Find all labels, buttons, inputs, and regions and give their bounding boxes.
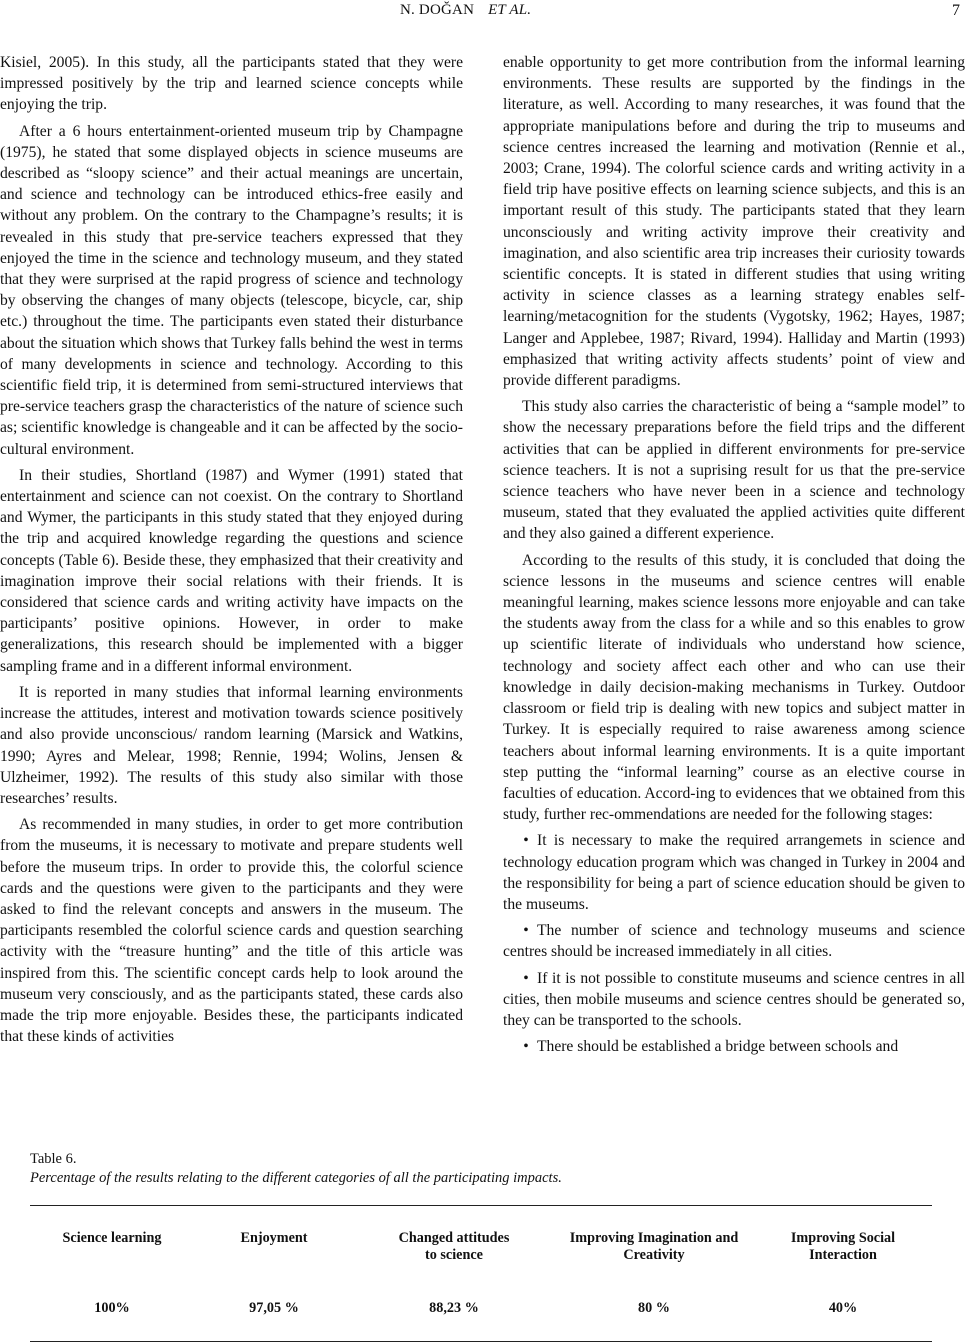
running-head-et-al: ET AL. <box>488 2 532 18</box>
bullet-text: If it is not possible to constitute museums and science centres in all cities, then mobile museums and science centres should be generated so, they can be transported to the schools. <box>503 969 965 1029</box>
running-head-authors: N. DOĞAN <box>400 2 475 18</box>
paragraph: According to the results of this study, it is concluded that doing the science lessons in the museums and science centres will enable meaningful learning, makes science lessons more enjoyable and can take the students away from the class for a while and so this enables to grow up scientific literate of individuals who understand how science, technology and society affect each other and who can use their knowledge in daily decision-making mechanisms in Turkey. Outdoor classroom or field trip is dealing with new topics and subject matter in Turkey. It is especially required to raise awareness among science teachers about informal learning environments. It is a quite important step putting the “informal learning” course as an elective course in faculties of education. Accord-ing to evidences that we obtained from this study, further rec-ommendations are needed for the following stages: <box>503 551 965 824</box>
bullet-icon: • <box>523 969 529 987</box>
table-cell: 40% <box>828 1300 858 1316</box>
table-cell: 80 % <box>638 1300 670 1316</box>
table-label: Table 6. <box>30 1151 77 1167</box>
paragraph: enable opportunity to get more contribution from the informal learning environments. These results are supported by the findings in the literature, as well. According to many researches, it was found that the appropriate manipulations before and during the trip to museums and science centres increased the learning and motivation (Rennie et al., 2003; Crane, 1994). The colorful science cards and writing activity in a field trip have positive effects on learning science subjects, and this is an important result of this study. The participants stated that they learn unconsciously and writing activity improve their creativity and imagination, and also scientific area trip increases their curiosity towards scientific concepts. It is stated in different studies that using writing activity in science classes as a learning strategy enables self-learning/metacognition for the students (Vygotsky, 1962; Hayes, 1987; Langer and Applebee, 1987; Rivard, 1994). Halliday and Martin (1993) emphasized that writing activity affects students’ point of view and provide different paradigms. <box>503 54 965 390</box>
running-head <box>400 2 531 19</box>
table-cell: 88,23 % <box>429 1300 479 1316</box>
bullet-item <box>503 920 965 962</box>
bullet-text: The number of science and technology museums and science centres should be increased immediately in all cities. <box>503 922 965 961</box>
column-header: Science learning <box>62 1230 162 1246</box>
table-cell: 100% <box>94 1300 130 1316</box>
bullet-text: It is necessary to make the required arrangemets in science and technology education program which was changed in Turkey in 2004 and the responsibility for being a part of science education should be given to the museums. <box>503 832 965 913</box>
paragraph: After a 6 hours entertainment-oriented museum trip by Champagne (1975), he stated that some displayed objects in science museums are described as “sloopy science” and their actual meanings are uncertain, and science and technology can be introduced ethics-free easily and without any problem. On the contrary to the Champagne’s results; it is revealed in this study that pre-service teachers expressed that they enjoyed the time in the science and technology museum, and they stated that they were surprised at the rapid progress of science and technology by observing the changes of many objects (telescope, bicycle, car, ship etc.) throughout the time. The participants even stated their disturbance about the situation which shows that Turkey falls behind the west in terms of many developments in science and technology. According to this scientific field trip, it is determined from semi-structured interviews that pre-service teachers grasp the characteristics of the nature of science such as; scientific knowledge is changeable and it can be affected by the socio-cultural environment. <box>0 122 463 458</box>
bullet-item <box>503 830 965 915</box>
paragraph: As recommended in many studies, in order to get more contribution from the museums, it is necessary to motivate and prepare students well before the museum trips. In order to provide this, the colorful science cards and the questions were given to the participants and they were asked to find the relevant concepts and answers in the museum. The participants resembled the colorful science cards and question searching activity with the “treasure hunting” and the title of this article was inspired from this. The scientific concept cards help to look around the museum very consciously, and as the participants stated, these cards also made the trip more enjoyable. Besides these, the participants indicated that these kinds of activities <box>0 816 463 1046</box>
table-cell: 97,05 % <box>249 1300 299 1316</box>
paragraph: Kisiel, 2005). In this study, all the participants stated that they were impressed positively by the trip and learned science concepts while enjoying the trip. <box>0 54 463 114</box>
column-header: Improving Imagination and Creativity <box>569 1230 739 1263</box>
paragraph: It is reported in many studies that informal learning environments increase the attitudes, interest and motivation towards science positively and also provide unconscious/ random learning (Marsick and Watkins, 1990; Ayres and Melear, 1998; Rennie, 1994; Wolins, Jensen & Ulzheimer, 1992). The results of this study also similar with those researches’ results. <box>0 683 463 807</box>
table-header-row <box>30 1206 932 1300</box>
bullet-text: There should be established a bridge between schools and <box>537 1038 899 1056</box>
bullet-icon: • <box>523 832 529 850</box>
bullet-icon: • <box>523 922 529 940</box>
column-header: Enjoyment <box>240 1230 308 1246</box>
bullet-item <box>503 1036 965 1057</box>
table-6 <box>30 1150 932 1342</box>
left-column <box>0 52 463 1052</box>
bullet-item <box>503 968 965 1032</box>
bullet-icon: • <box>523 1038 529 1056</box>
paragraph: In their studies, Shortland (1987) and Wymer (1991) stated that entertainment and science can not coexist. On the contrary to Shortland and Wymer, the participants in this study stated that they enjoyed during the trip and acquired knowledge regarding the questions and science concepts (Table 6). Beside these, they emphasized that their creativity and imagination improve their social relations with their friends. It is considered that science cards and writing activity have impacts on the participants’ positive opinions. However, in order to make generalizations, this research should be implemented with a bigger sampling frame and in a different informal environment. <box>0 466 463 675</box>
table-caption: Percentage of the results relating to the different categories of all the participating impacts. <box>30 1170 562 1186</box>
table-row <box>30 1300 932 1341</box>
page-header <box>0 2 968 24</box>
column-header: Changed attitudes to science <box>398 1230 510 1263</box>
right-column <box>503 52 965 1062</box>
paragraph: This study also carries the characteristic of being a “sample model” to show the necessary preparations before the field trips and the different activities that can be applied in different environments for pre-service science teachers. It is not a suprising result for us that the pre-service science teachers who have never been in a science and technology museum, stated that they evaluated the applied activities quite different and they also gained a different experience. <box>503 398 965 543</box>
results-table <box>30 1206 932 1341</box>
column-header: Improving Social Interaction <box>790 1230 896 1263</box>
page-number: 7 <box>952 2 960 19</box>
